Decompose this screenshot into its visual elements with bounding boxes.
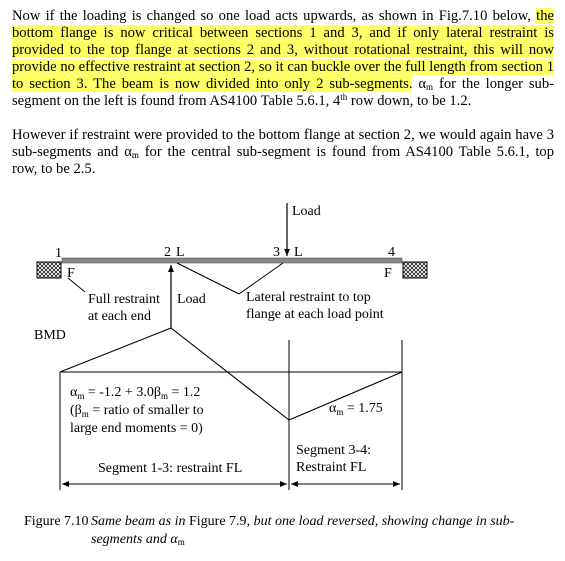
caption-text [91, 513, 541, 549]
para2-alpha-sub: m [131, 150, 139, 160]
load-2-label: L [176, 245, 185, 260]
load-under-label: Load [177, 292, 206, 307]
section-2-label: 2 [164, 245, 171, 260]
full-restraint-line1: Full restraint [88, 292, 160, 307]
left-support [37, 262, 61, 278]
load-3-label: L [294, 245, 303, 260]
beam [62, 258, 402, 263]
para1-alpha-sub: m [426, 82, 434, 92]
caption-text-c: , but one load reversed, showing change in sub-segments and α [91, 514, 515, 547]
highlighted-text: the bottom flange is now critical between sections 1 and 3, and if only lateral restraint is provided to the top flange at sections 2 and 3, without rotational restraint, this will now provide no effective restraint at section 2, so it can buckle over the full length from section 1 to section 3. The beam is now divided into only 2 sub-segments. [12, 8, 554, 92]
alpha-left-line3: large end moments = 0) [70, 421, 203, 436]
caption-figure-ref: Figure 7.9 [189, 514, 247, 529]
segment-3-4-line1: Segment 3-4: [296, 443, 372, 458]
para2-text-b: for the central sub-segment is found from AS4100 Table 5.6.1, top row, to be 2.5. [12, 144, 554, 177]
para1-alpha: α [412, 76, 427, 92]
caption-text-a: Same beam as in [91, 514, 189, 529]
section-3-label: 3 [273, 245, 280, 260]
bmd-label: BMD [34, 328, 66, 343]
caption-alpha-sub: m [177, 537, 185, 547]
lateral-restraint-line2: flange at each load point [246, 307, 384, 322]
segment-1-3-label: Segment 1-3: restraint FL [98, 461, 243, 476]
caption-number: Figure 7.10 [24, 514, 89, 529]
para1-text-b: for the longer sub-segment on the left is found from AS4100 Table 5.6.1, 4 [12, 76, 555, 109]
alpha-left-line2: ($\beta_m$ = ratio of smaller to [70, 403, 204, 419]
para1-text-end: row down, to be 1.2. [347, 93, 472, 109]
fixed-left-label: F [67, 266, 75, 281]
section-1-label: 1 [55, 246, 62, 261]
lateral-leader-1 [177, 263, 239, 294]
para2-text-a: However if restraint were provided to the bottom flange at section 2, we would again have 3 sub-segments and α [12, 127, 554, 160]
full-restraint-line2: at each end [88, 309, 151, 324]
alpha-left-line1: $\alpha_m = -1.2 + 3.0\beta_m = 1.2$ [70, 385, 201, 401]
para1-sup: th [340, 92, 348, 102]
full-restraint-leader [68, 278, 85, 292]
segment-3-4-line2: Restraint FL [296, 460, 367, 475]
section-4-label: 4 [388, 245, 395, 260]
lateral-restraint-line1: Lateral restraint to top [246, 290, 371, 305]
right-support [403, 262, 427, 278]
para1-text-a: Now if the loading is changed so one load acts upwards, as shown in Fig.7.10 below, [12, 8, 537, 24]
fixed-right-label: F [384, 266, 392, 281]
alpha-right: $\alpha_m = 1.75$ [329, 401, 383, 417]
load-top-label: Load [292, 204, 321, 219]
